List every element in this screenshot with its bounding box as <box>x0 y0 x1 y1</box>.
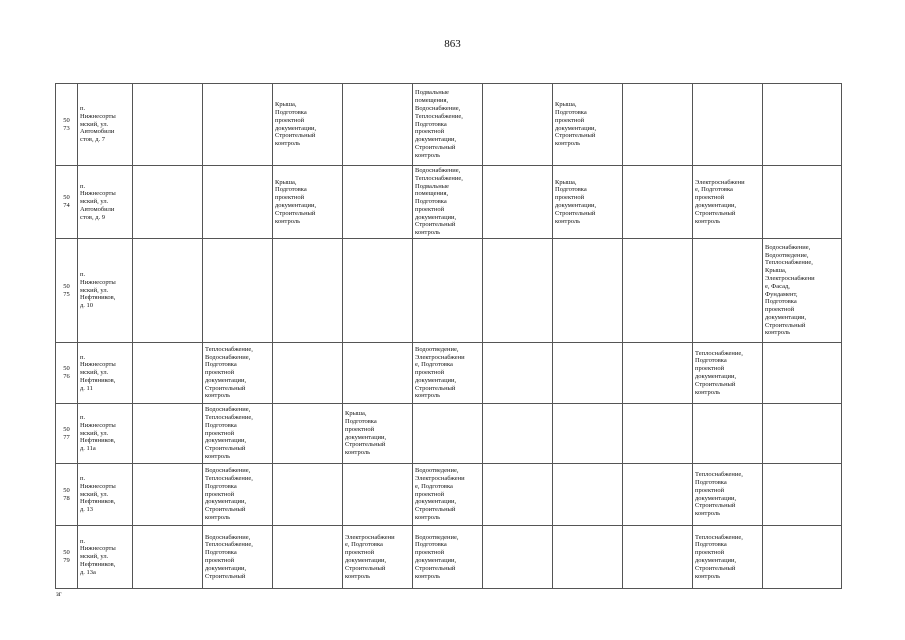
footer-mark: зг <box>56 590 62 598</box>
work-cell <box>763 343 842 404</box>
work-cell: Теплоснабжение, Подготовка проектной документации, Строительный контроль <box>693 343 763 404</box>
work-cell <box>203 166 273 239</box>
work-cell <box>483 464 553 526</box>
table-row <box>56 84 842 166</box>
work-cell <box>623 526 693 589</box>
work-cell <box>553 526 623 589</box>
row-number-cell: 50 79 <box>56 526 78 589</box>
page-number: 863 <box>444 38 461 50</box>
work-cell: Водоснабжение, Теплоснабжение, Подготовка проектной документации, Строительный <box>203 526 273 589</box>
work-cell <box>553 239 623 343</box>
work-cell <box>693 239 763 343</box>
work-cell <box>273 343 343 404</box>
row-number-cell: 50 74 <box>56 166 78 239</box>
work-cell: Водоотведение, Электроснабжени е, Подготовка проектной документации, Строительный контроль <box>413 464 483 526</box>
work-cell: Теплоснабжение, Подготовка проектной документации, Строительный контроль <box>693 526 763 589</box>
work-cell <box>623 343 693 404</box>
work-cell: Теплоснабжение, Водоснабжение, Подготовка проектной документации, Строительный контроль <box>203 343 273 404</box>
address-cell: п. Нижнесорты мский, ул. Нефтяников, д. 11а <box>78 404 133 464</box>
work-cell: Крыша, Подготовка проектной документации, Строительный контроль <box>553 166 623 239</box>
work-cell <box>133 84 203 166</box>
work-cell: Водоснабжение, Теплоснабжение, Подготовка проектной документации, Строительный контроль <box>203 464 273 526</box>
work-cell <box>693 84 763 166</box>
address-cell: п. Нижнесорты мский, ул. Нефтяников, д. 13а <box>78 526 133 589</box>
table-row <box>56 166 842 239</box>
work-cell <box>203 84 273 166</box>
work-cell <box>763 526 842 589</box>
work-cell <box>343 84 413 166</box>
work-cell <box>203 239 273 343</box>
work-cell <box>483 343 553 404</box>
work-cell: Крыша, Подготовка проектной документации, Строительный контроль <box>553 84 623 166</box>
work-cell <box>133 526 203 589</box>
work-cell <box>343 239 413 343</box>
work-cell: Электроснабжени е, Подготовка проектной документации, Строительный контроль <box>693 166 763 239</box>
row-number-cell: 50 78 <box>56 464 78 526</box>
work-cell: Крыша, Подготовка проектной документации, Строительный контроль <box>273 166 343 239</box>
row-number-cell: 50 77 <box>56 404 78 464</box>
work-cell <box>343 343 413 404</box>
work-cell <box>133 464 203 526</box>
address-cell: п. Нижнесорты мский, ул. Автомобили стов, д. 9 <box>78 166 133 239</box>
work-cell: Водоотведение, Электроснабжени е, Подготовка проектной документации, Строительный контроль <box>413 343 483 404</box>
work-cell <box>553 404 623 464</box>
work-cell <box>133 239 203 343</box>
work-cell: Теплоснабжение, Подготовка проектной документации, Строительный контроль <box>693 464 763 526</box>
address-cell: п. Нижнесорты мский, ул. Нефтяников, д. 11 <box>78 343 133 404</box>
address-cell: п. Нижнесорты мский, ул. Автомобили стов, д. 7 <box>78 84 133 166</box>
work-cell <box>763 464 842 526</box>
table-row <box>56 343 842 404</box>
row-number-cell: 50 76 <box>56 343 78 404</box>
work-cell <box>553 464 623 526</box>
work-cell <box>273 239 343 343</box>
work-cell <box>623 239 693 343</box>
work-cell <box>273 404 343 464</box>
work-cell <box>763 166 842 239</box>
work-cell <box>623 464 693 526</box>
work-cell <box>343 464 413 526</box>
work-cell <box>553 343 623 404</box>
work-cell: Водоснабжение, Теплоснабжение, Подвальные помещения, Подготовка проектной документации, Строительный контроль <box>413 166 483 239</box>
work-cell: Крыша, Подготовка проектной документации, Строительный контроль <box>343 404 413 464</box>
work-cell <box>483 526 553 589</box>
work-cell <box>623 166 693 239</box>
table-row <box>56 404 842 464</box>
work-cell <box>413 404 483 464</box>
work-cell <box>623 84 693 166</box>
work-cell: Водоснабжение, Водоотведение, Теплоснабжение, Крыша, Электроснабжени е, Фасад, Фундамент, Подготовка проектной документации, Строительный контроль <box>763 239 842 343</box>
work-schedule-table <box>55 83 842 589</box>
address-cell: п. Нижнесорты мский, ул. Нефтяников, д. 13 <box>78 464 133 526</box>
work-cell <box>273 464 343 526</box>
table-row <box>56 464 842 526</box>
work-cell <box>693 404 763 464</box>
table-row <box>56 239 842 343</box>
row-number-cell: 50 73 <box>56 84 78 166</box>
table-row <box>56 526 842 589</box>
work-cell: Крыша, Подготовка проектной документации, Строительный контроль <box>273 84 343 166</box>
table-body <box>56 84 842 589</box>
work-cell <box>483 84 553 166</box>
work-cell: Водоотведение, Подготовка проектной документации, Строительный контроль <box>413 526 483 589</box>
work-cell <box>133 166 203 239</box>
work-cell <box>133 404 203 464</box>
row-number-cell: 50 75 <box>56 239 78 343</box>
work-cell <box>483 404 553 464</box>
work-cell <box>483 166 553 239</box>
work-cell <box>623 404 693 464</box>
work-cell <box>763 84 842 166</box>
work-cell <box>483 239 553 343</box>
work-cell: Водоснабжение, Теплоснабжение, Подготовка проектной документации, Строительный контроль <box>203 404 273 464</box>
work-cell <box>413 239 483 343</box>
work-cell <box>133 343 203 404</box>
work-cell <box>343 166 413 239</box>
work-cell: Электроснабжени е, Подготовка проектной документации, Строительный контроль <box>343 526 413 589</box>
work-cell <box>763 404 842 464</box>
work-cell: Подвальные помещения, Водоснабжение, Теплоснабжение, Подготовка проектной документации, Строительный контроль <box>413 84 483 166</box>
work-cell <box>273 526 343 589</box>
address-cell: п. Нижнесорты мский, ул. Нефтяников, д. 10 <box>78 239 133 343</box>
